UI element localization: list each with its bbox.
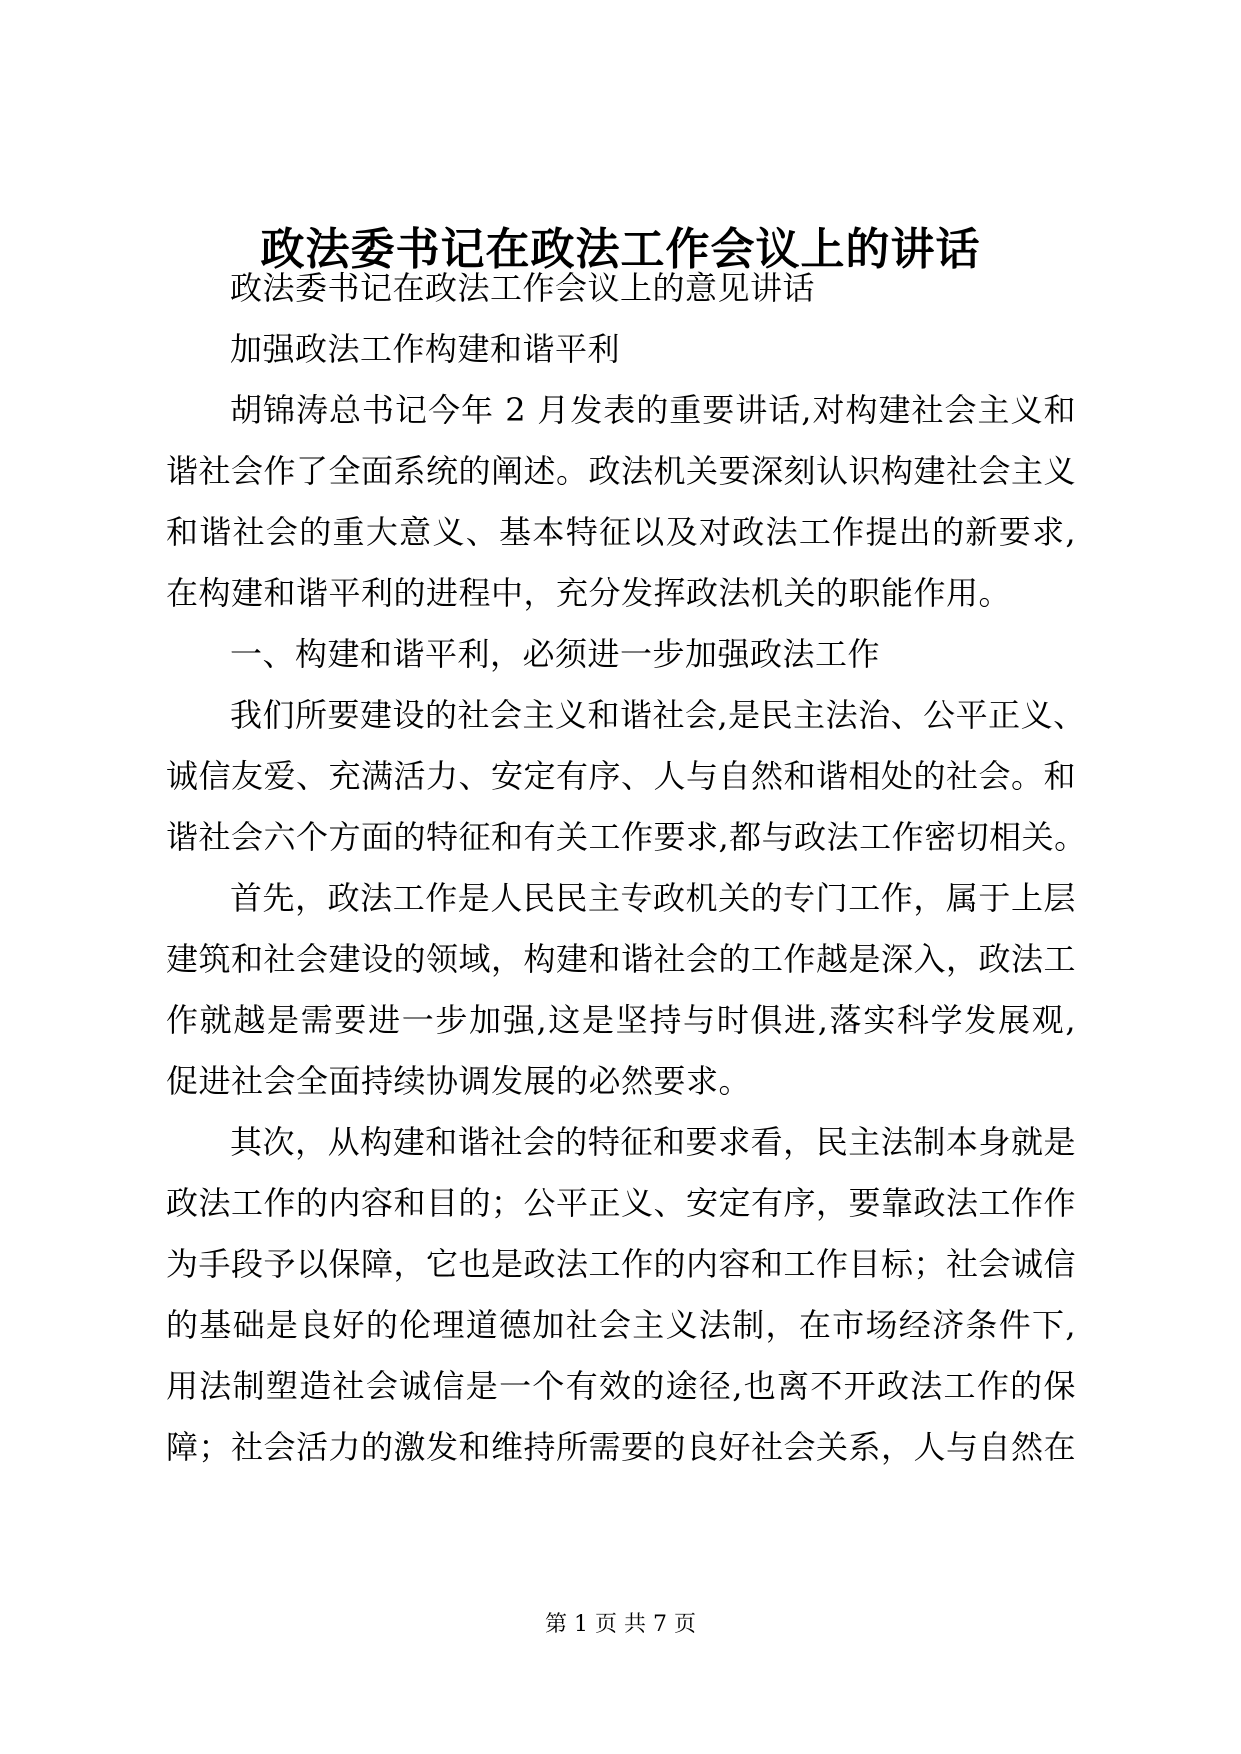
paragraph-harmonious-society — [166, 685, 1087, 868]
section-heading — [166, 624, 1076, 685]
paragraph-first — [166, 868, 1076, 1112]
paragraph-line: 加强政法工作构建和谐平利 — [230, 330, 621, 368]
paragraph-line: 其次，从构建和谐社会的特征和要求看，民主法制本身就是 — [230, 1123, 1076, 1161]
paragraph-line: 促进社会全面持续协调发展的必然要求。 — [166, 1062, 752, 1100]
paragraph-intro — [166, 380, 1076, 624]
paragraph-line: 用法制塑造社会诚信是一个有效的途径,也离不开政法工作的保 — [166, 1367, 1076, 1405]
paragraph-line: 诚信友爱、充满活力、安定有序、人与自然和谐相处的社会。和 — [166, 757, 1077, 795]
paragraph-line: 胡锦涛总书记今年 2 月发表的重要讲话,对构建社会主义和 — [230, 391, 1076, 429]
document-body — [166, 258, 1087, 1478]
paragraph-heading — [166, 319, 1076, 380]
paragraph-line: 一、构建和谐平利，必须进一步加强政法工作 — [230, 635, 881, 673]
paragraph-line: 我们所要建设的社会主义和谐社会,是民主法治、公平正义、 — [230, 696, 1086, 734]
paragraph-line: 谐社会作了全面系统的阐述。政法机关要深刻认识构建社会主义 — [166, 452, 1077, 490]
paragraph-line: 障；社会活力的激发和维持所需要的良好社会关系，人与自然在 — [166, 1428, 1077, 1466]
page-number: 第 1 页 共 7 页 — [545, 1612, 696, 1637]
paragraph-second — [166, 1112, 1076, 1478]
paragraph-subtitle — [166, 258, 1076, 319]
paragraph-line: 谐社会六个方面的特征和有关工作要求,都与政法工作密切相关。 — [166, 818, 1087, 856]
paragraph-line: 和谐社会的重大意义、基本特征以及对政法工作提出的新要求, — [166, 513, 1076, 551]
paragraph-line: 在构建和谐平利的进程中，充分发挥政法机关的职能作用。 — [166, 574, 1012, 612]
paragraph-line: 的基础是良好的伦理道德加社会主义法制，在市场经济条件下, — [166, 1306, 1076, 1344]
document-title: 政法委书记在政法工作会议上的讲话 — [260, 224, 981, 275]
paragraph-line: 政法委书记在政法工作会议上的意见讲话 — [230, 269, 816, 307]
paragraph-line: 作就越是需要进一步加强,这是坚持与时俱进,落实科学发展观, — [166, 1001, 1076, 1039]
paragraph-line: 政法工作的内容和目的；公平正义、安定有序，要靠政法工作作 — [166, 1184, 1077, 1222]
paragraph-line: 为手段予以保障，它也是政法工作的内容和工作目标；社会诚信 — [166, 1245, 1077, 1283]
paragraph-line: 建筑和社会建设的领域，构建和谐社会的工作越是深入，政法工 — [166, 940, 1077, 978]
paragraph-line: 首先，政法工作是人民民主专政机关的专门工作，属于上层 — [230, 879, 1076, 917]
